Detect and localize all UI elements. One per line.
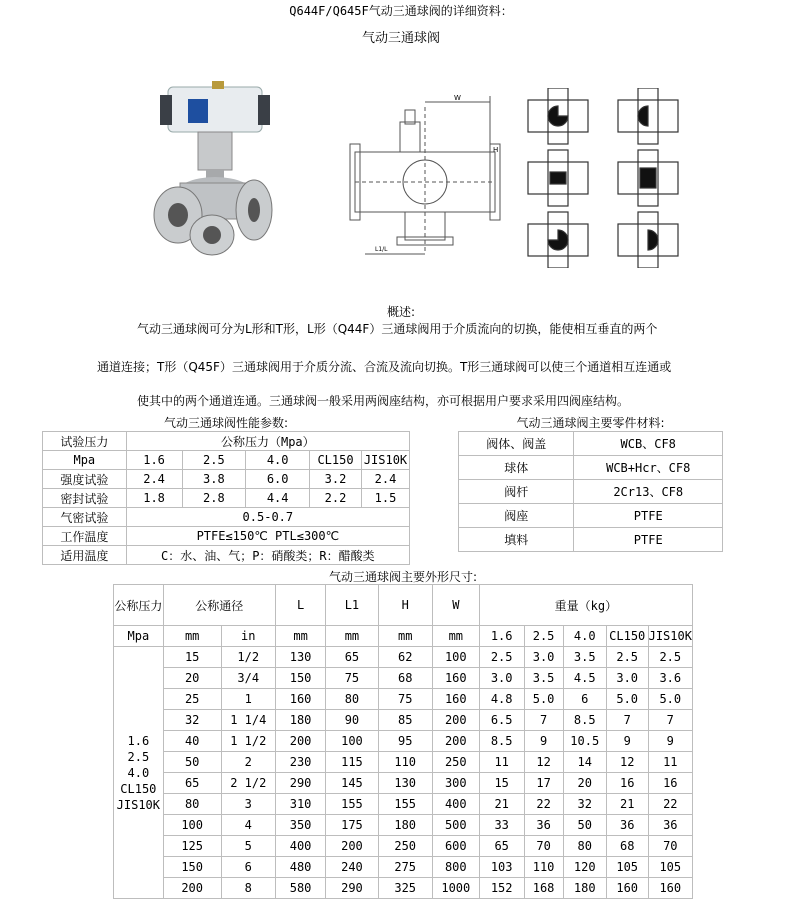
mat-material: PTFE: [574, 528, 723, 552]
mat-table: [458, 431, 723, 552]
mat-part: 填料: [459, 528, 574, 552]
dim-unit-mm: mm: [378, 626, 432, 647]
dim-row: [114, 857, 693, 878]
mat-material: 2Cr13、CF8: [574, 480, 723, 504]
dim-cell: 15: [163, 647, 221, 668]
dim-head-l1: L1: [326, 585, 378, 626]
mat-part: 阀体、阀盖: [459, 432, 574, 456]
perf-media-value: C：水、油、气；P：硝酸类；R：醋酸类: [126, 546, 409, 565]
dim-row: [114, 689, 693, 710]
perf-cell: 4.4: [246, 489, 310, 508]
dim-cell: 250: [378, 836, 432, 857]
dim-cell: 3.5: [563, 647, 606, 668]
dim-cell: 200: [432, 710, 479, 731]
drawing-label-l1: L1/L: [375, 246, 388, 253]
valve-drawing: [345, 82, 505, 262]
dim-cell: 7: [524, 710, 563, 731]
mat-material: PTFE: [574, 504, 723, 528]
mat-row: [459, 480, 723, 504]
perf-cell: 2.4: [361, 470, 409, 489]
dim-cell: 160: [432, 668, 479, 689]
dim-cell: 11: [648, 752, 692, 773]
perf-row-seal: [43, 489, 410, 508]
dim-row: [114, 668, 693, 689]
dim-head-weight: 重量（kg）: [479, 585, 692, 626]
mat-part: 球体: [459, 456, 574, 480]
dim-cell: 80: [163, 794, 221, 815]
dim-cell: 155: [378, 794, 432, 815]
dim-cell: 230: [275, 752, 325, 773]
mat-row: [459, 504, 723, 528]
dim-cell: 6: [221, 857, 275, 878]
dim-cell: 155: [326, 794, 378, 815]
dim-cell: 800: [432, 857, 479, 878]
dim-cell: 5.0: [606, 689, 648, 710]
dim-cell: 160: [432, 689, 479, 710]
dim-cell: 240: [326, 857, 378, 878]
dim-cell: 90: [326, 710, 378, 731]
dim-cell: 3/4: [221, 668, 275, 689]
dim-cell: 350: [275, 815, 325, 836]
dim-unit-in: in: [221, 626, 275, 647]
dim-cell: 9: [606, 731, 648, 752]
perf-cell: 6.0: [246, 470, 310, 489]
perf-temp-label: 工作温度: [43, 527, 127, 546]
mat-part: 阀座: [459, 504, 574, 528]
dim-pressure-item: 2.5: [127, 749, 150, 764]
dim-cell: 9: [648, 731, 692, 752]
dim-pressure-item: 4.0: [127, 765, 150, 780]
perf-units-label: Mpa: [43, 451, 127, 470]
dim-cell: 68: [378, 668, 432, 689]
dim-cell: 160: [606, 878, 648, 899]
dim-cell: 70: [648, 836, 692, 857]
dim-unit-mm: mm: [163, 626, 221, 647]
dim-cell: 152: [479, 878, 524, 899]
perf-head-pressure: 公称压力（Mpa）: [126, 432, 409, 451]
dim-cell: 2 1/2: [221, 773, 275, 794]
dim-cell: 2.5: [479, 647, 524, 668]
perf-row-strength: [43, 470, 410, 489]
dim-cell: 50: [163, 752, 221, 773]
dim-cell: 3.0: [606, 668, 648, 689]
dim-cell: 40: [163, 731, 221, 752]
dim-cell: 12: [606, 752, 648, 773]
dim-cell: 7: [606, 710, 648, 731]
dim-cell: 160: [275, 689, 325, 710]
dim-cell: 100: [163, 815, 221, 836]
sub-title: 气动三通球阀: [361, 31, 440, 46]
dim-cell: 580: [275, 878, 325, 899]
dim-row: [114, 794, 693, 815]
dim-cell: 80: [563, 836, 606, 857]
dim-cell: 36: [648, 815, 692, 836]
dim-cell: 3: [221, 794, 275, 815]
dim-cell: 600: [432, 836, 479, 857]
dim-pressure-list: [114, 647, 164, 899]
dim-cell: 105: [606, 857, 648, 878]
perf-cell: 4.0: [246, 451, 310, 470]
dim-cell: 310: [275, 794, 325, 815]
mat-caption: 气动三通球阀主要零件材料:: [516, 416, 665, 430]
perf-row-units: [43, 451, 410, 470]
dim-cell: 50: [563, 815, 606, 836]
doc-title: Q644F/Q645F气动三通球阀的详细资料：: [289, 4, 513, 18]
dim-cell: 1: [221, 689, 275, 710]
perf-head-test: 试验压力: [43, 432, 127, 451]
mat-row: [459, 432, 723, 456]
dim-cell: 130: [275, 647, 325, 668]
dim-cell: 12: [524, 752, 563, 773]
dim-weight-col: 1.6: [479, 626, 524, 647]
dim-cell: 110: [378, 752, 432, 773]
perf-strength-label: 强度试验: [43, 470, 127, 489]
perf-cell: 2.5: [182, 451, 246, 470]
dim-row: [114, 836, 693, 857]
dim-cell: 115: [326, 752, 378, 773]
dim-cell: 180: [275, 710, 325, 731]
dim-cell: 5.0: [524, 689, 563, 710]
dim-cell: 75: [326, 668, 378, 689]
dim-cell: 4: [221, 815, 275, 836]
perf-cell: 1.8: [126, 489, 182, 508]
dim-cell: 125: [163, 836, 221, 857]
dim-cell: 21: [606, 794, 648, 815]
dim-cell: 200: [326, 836, 378, 857]
dim-cell: 3.5: [524, 668, 563, 689]
dim-cell: 65: [479, 836, 524, 857]
dim-cell: 275: [378, 857, 432, 878]
dim-cell: 180: [378, 815, 432, 836]
dim-cell: 145: [326, 773, 378, 794]
perf-cell: 2.2: [310, 489, 362, 508]
dim-caption: 气动三通球阀主要外形尺寸:: [328, 570, 478, 584]
mat-material: WCB、CF8: [574, 432, 723, 456]
drawing-label-w: W: [454, 94, 461, 102]
dim-cell: 110: [524, 857, 563, 878]
dim-row: [114, 710, 693, 731]
dim-cell: 200: [275, 731, 325, 752]
intro-line-2: 通道连接；T形（Q45F）三通球阀用于介质分流、合流及流向切换。T形三通球阀可以使三个通道相互连通或: [97, 360, 672, 374]
dim-unit-mpa: Mpa: [114, 626, 164, 647]
perf-cell: JIS10K: [361, 451, 409, 470]
perf-cell: CL150: [310, 451, 362, 470]
dim-cell: 32: [563, 794, 606, 815]
dim-cell: 200: [163, 878, 221, 899]
dim-cell: 22: [648, 794, 692, 815]
perf-cell: 1.5: [361, 489, 409, 508]
mat-part: 阀杆: [459, 480, 574, 504]
dim-cell: 65: [326, 647, 378, 668]
dim-cell: 3.0: [524, 647, 563, 668]
dim-cell: 95: [378, 731, 432, 752]
dim-head-l: L: [275, 585, 325, 626]
perf-row-temp: [43, 527, 410, 546]
dim-head-h: H: [378, 585, 432, 626]
flow-diagrams: [520, 88, 690, 268]
perf-seal-label: 密封试验: [43, 489, 127, 508]
dim-head-w: W: [432, 585, 479, 626]
dim-cell: 9: [524, 731, 563, 752]
perf-cell: 2.8: [182, 489, 246, 508]
dim-row: [114, 731, 693, 752]
dim-cell: 325: [378, 878, 432, 899]
dim-head-pressure: 公称压力: [114, 585, 164, 626]
dim-cell: 290: [275, 773, 325, 794]
perf-cell: 2.4: [126, 470, 182, 489]
dim-cell: 2.5: [606, 647, 648, 668]
dim-cell: 130: [378, 773, 432, 794]
dim-row: [114, 815, 693, 836]
dim-cell: 15: [479, 773, 524, 794]
dim-cell: 500: [432, 815, 479, 836]
intro-line-1: 气动三通球阀可分为L形和T形，L形（Q44F）三通球阀用于介质流向的切换，能使相互垂直的两个: [137, 322, 658, 336]
perf-table: [42, 431, 410, 565]
dim-cell: 8: [221, 878, 275, 899]
perf-row-air: [43, 508, 410, 527]
dim-cell: 32: [163, 710, 221, 731]
dim-row: [114, 773, 693, 794]
dim-cell: 103: [479, 857, 524, 878]
dim-cell: 1000: [432, 878, 479, 899]
dim-cell: 168: [524, 878, 563, 899]
dim-pressure-item: JIS10K: [116, 797, 161, 812]
dim-cell: 7: [648, 710, 692, 731]
dim-cell: 17: [524, 773, 563, 794]
dim-cell: 16: [606, 773, 648, 794]
dim-cell: 105: [648, 857, 692, 878]
dim-weight-col: 2.5: [524, 626, 563, 647]
dim-cell: 250: [432, 752, 479, 773]
drawing-label-h: H: [493, 146, 499, 154]
mat-row: [459, 456, 723, 480]
perf-cell: 3.8: [182, 470, 246, 489]
perf-air-label: 气密试验: [43, 508, 127, 527]
dim-cell: 150: [163, 857, 221, 878]
dim-row: [114, 647, 693, 668]
perf-row-media: [43, 546, 410, 565]
dim-cell: 4.8: [479, 689, 524, 710]
dim-cell: 20: [163, 668, 221, 689]
dim-cell: 3.6: [648, 668, 692, 689]
dim-pressure-item: CL150: [120, 781, 157, 796]
dim-cell: 5: [221, 836, 275, 857]
dim-table: [113, 584, 693, 899]
dim-cell: 400: [275, 836, 325, 857]
mat-row: [459, 528, 723, 552]
dim-cell: 65: [163, 773, 221, 794]
dim-unit-mm: mm: [326, 626, 378, 647]
perf-media-label: 适用温度: [43, 546, 127, 565]
dim-cell: 160: [648, 878, 692, 899]
dim-cell: 70: [524, 836, 563, 857]
dim-cell: 290: [326, 878, 378, 899]
dim-cell: 10.5: [563, 731, 606, 752]
dim-row: [114, 878, 693, 899]
dim-pressure-item: 1.6: [127, 733, 150, 748]
dim-cell: 36: [524, 815, 563, 836]
perf-temp-value: PTFE≤150℃ PTL≤300℃: [126, 527, 409, 546]
dim-cell: 6: [563, 689, 606, 710]
dim-cell: 85: [378, 710, 432, 731]
dim-weight-col: JIS10K: [648, 626, 692, 647]
dim-cell: 3.0: [479, 668, 524, 689]
dim-weight-col: 4.0: [563, 626, 606, 647]
dim-cell: 16: [648, 773, 692, 794]
dim-cell: 400: [432, 794, 479, 815]
dim-cell: 200: [432, 731, 479, 752]
dim-units-row: [114, 626, 693, 647]
valve-photo: [150, 75, 280, 265]
dim-cell: 2: [221, 752, 275, 773]
dim-unit-mm: mm: [275, 626, 325, 647]
dim-cell: 33: [479, 815, 524, 836]
dim-cell: 300: [432, 773, 479, 794]
perf-caption: 气动三通球阀性能参数:: [163, 416, 289, 430]
dim-cell: 75: [378, 689, 432, 710]
dim-cell: 68: [606, 836, 648, 857]
mat-material: WCB+Hcr、CF8: [574, 456, 723, 480]
dim-cell: 14: [563, 752, 606, 773]
dim-cell: 62: [378, 647, 432, 668]
dim-cell: 80: [326, 689, 378, 710]
dim-cell: 36: [606, 815, 648, 836]
dim-cell: 120: [563, 857, 606, 878]
dim-cell: 21: [479, 794, 524, 815]
dim-cell: 1/2: [221, 647, 275, 668]
dim-cell: 8.5: [563, 710, 606, 731]
dim-cell: 100: [326, 731, 378, 752]
dim-header-row: [114, 585, 693, 626]
dim-cell: 6.5: [479, 710, 524, 731]
dim-cell: 20: [563, 773, 606, 794]
dim-cell: 1 1/2: [221, 731, 275, 752]
dim-cell: 180: [563, 878, 606, 899]
dim-head-bore: 公称通径: [163, 585, 275, 626]
dim-cell: 480: [275, 857, 325, 878]
dim-cell: 2.5: [648, 647, 692, 668]
dim-row: [114, 752, 693, 773]
dim-cell: 1 1/4: [221, 710, 275, 731]
dim-cell: 150: [275, 668, 325, 689]
dim-cell: 22: [524, 794, 563, 815]
perf-cell: 3.2: [310, 470, 362, 489]
perf-cell: 1.6: [126, 451, 182, 470]
dim-cell: 11: [479, 752, 524, 773]
perf-header-row: [43, 432, 410, 451]
dim-cell: 4.5: [563, 668, 606, 689]
intro-line-3: 使其中的两个通道连通。三通球阀一般采用两阀座结构，亦可根据用户要求采用四阀座结构。: [137, 394, 630, 408]
dim-weight-col: CL150: [606, 626, 648, 647]
dim-cell: 100: [432, 647, 479, 668]
perf-air-value: 0.5-0.7: [126, 508, 409, 527]
dim-cell: 8.5: [479, 731, 524, 752]
dim-cell: 175: [326, 815, 378, 836]
dim-cell: 5.0: [648, 689, 692, 710]
dim-unit-mm: mm: [432, 626, 479, 647]
dim-cell: 25: [163, 689, 221, 710]
intro-heading: 概述:: [386, 305, 416, 319]
